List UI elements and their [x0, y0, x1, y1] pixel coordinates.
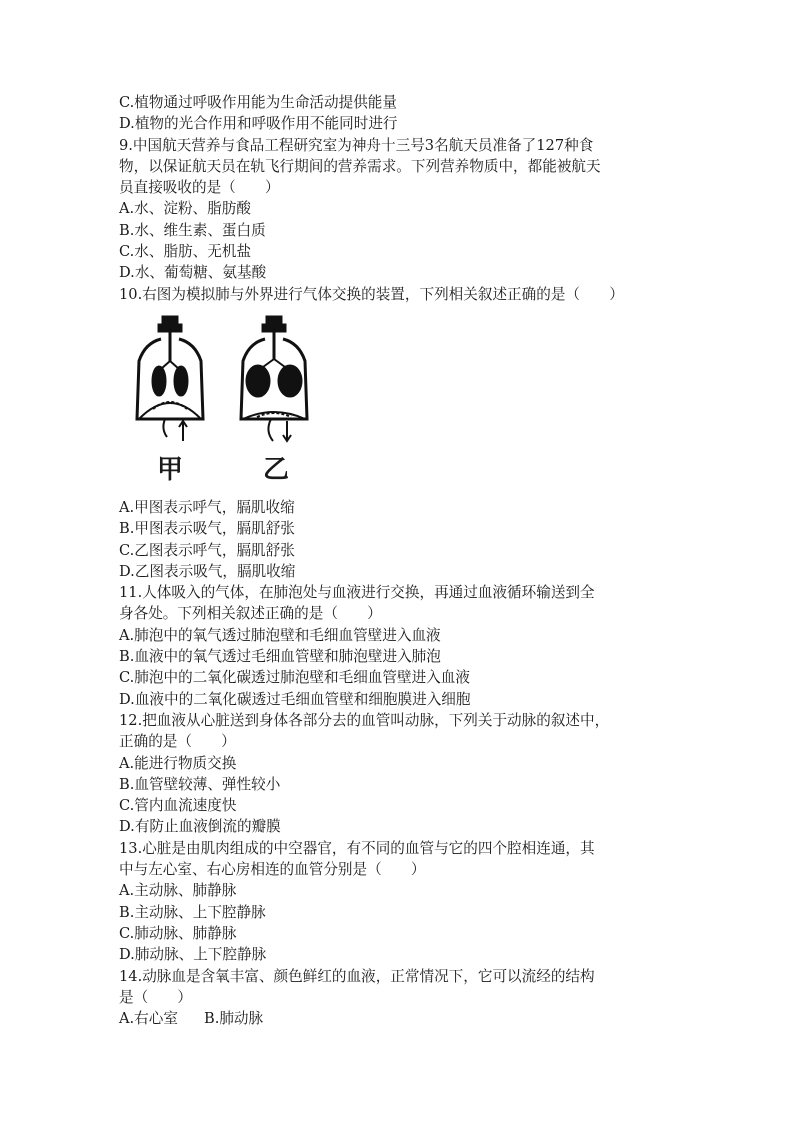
q8-option-d: D.植物的光合作用和呼吸作用不能同时进行	[119, 115, 398, 133]
q13-option-d: D.肺动脉、上下腔静脉	[119, 946, 267, 964]
jar-left	[137, 317, 203, 441]
q13-option-c: C.肺动脉、肺静脉	[119, 924, 237, 942]
q13-option-a: A.主动脉、肺静脉	[119, 882, 237, 900]
figure-label-jia: 甲	[157, 454, 184, 485]
q13-stem-line: 中与左心室、右心房相连的血管分别是（ ）	[119, 861, 426, 879]
q11-option-b: B.血液中的氧气透过毛细血管壁和肺泡壁进入肺泡	[119, 648, 441, 666]
q12-stem-line: 12.把血液从心脏送到身体各部分去的血管叫动脉，下列关于动脉的叙述中，	[119, 711, 610, 729]
q11-option-c: C.肺泡中的二氧化碳透过肺泡壁和毛细血管壁进入血液	[119, 669, 470, 687]
q9-stem-line: 物，以保证航天员在轨飞行期间的营养需求。下列营养物质中，都能被航天	[119, 157, 601, 175]
q13-stem-line: 13.心脏是由肌肉组成的中空器官，有不同的血管与它的四个腔相连通，其	[119, 839, 595, 857]
q13-option-b: B.主动脉、上下腔静脉	[119, 903, 266, 921]
q9-stem-line: 9.中国航天营养与食品工程研究室为神舟十三号3名航天员准备了127种食	[119, 136, 594, 154]
q11-stem-line: 身各处。下列相关叙述正确的是（ ）	[119, 605, 382, 623]
q14-option-a: A.右心室	[119, 1010, 178, 1028]
q12-option-c: C.管内血流速度快	[119, 797, 237, 815]
q9-option-b: B.水、维生素、蛋白质	[119, 221, 266, 239]
bell-jar-diagram	[125, 309, 325, 459]
q10-option-c: C.乙图表示呼气，膈肌舒张	[119, 541, 295, 559]
q9-stem-line: 员直接吸收的是（ ）	[119, 179, 280, 197]
q10-option-a: A.甲图表示呼气，膈肌收缩	[119, 498, 295, 516]
q14-stem-line: 是（ ）	[119, 988, 192, 1006]
q10-option-b: B.甲图表示吸气，膈肌舒张	[119, 520, 295, 538]
q9-option-a: A.水、淀粉、脂肪酸	[119, 200, 251, 218]
q9-option-d: D.水、葡萄糖、氨基酸	[119, 264, 267, 282]
q12-option-a: A.能进行物质交换	[119, 754, 237, 772]
jar-right	[241, 317, 307, 441]
figure-label-yi: 乙	[263, 454, 290, 485]
q11-stem-line: 11.人体吸入的气体，在肺泡处与血液进行交换，再通过血液循环输送到全	[119, 584, 595, 602]
q10-stem: 10.右图为模拟肺与外界进行气体交换的装置，下列相关叙述正确的是（ ）	[119, 285, 624, 303]
q11-option-a: A.肺泡中的氧气透过肺泡壁和毛细血管壁进入血液	[119, 626, 441, 644]
q12-option-b: B.血管壁较薄、弹性较小	[119, 775, 281, 793]
q9-option-c: C.水、脂肪、无机盐	[119, 243, 252, 261]
q11-option-d: D.血液中的二氧化碳透过毛细血管壁和细胞膜进入细胞	[119, 690, 471, 708]
q12-stem-line: 正确的是（ ）	[119, 733, 236, 751]
q12-option-d: D.有防止血液倒流的瓣膜	[119, 818, 281, 836]
q8-option-c: C.植物通过呼吸作用能为生命活动提供能量	[119, 94, 397, 111]
q14-stem-line: 14.动脉血是含氧丰富、颜色鲜红的血液，正常情况下，它可以流经的结构	[119, 967, 595, 985]
q14-options-row	[119, 1008, 699, 1029]
exam-page	[119, 92, 699, 1029]
lung-model-figure	[119, 309, 699, 497]
q14-option-b: B.肺动脉	[203, 1010, 264, 1028]
q10-option-d: D.乙图表示吸气，膈肌收缩	[119, 562, 296, 580]
